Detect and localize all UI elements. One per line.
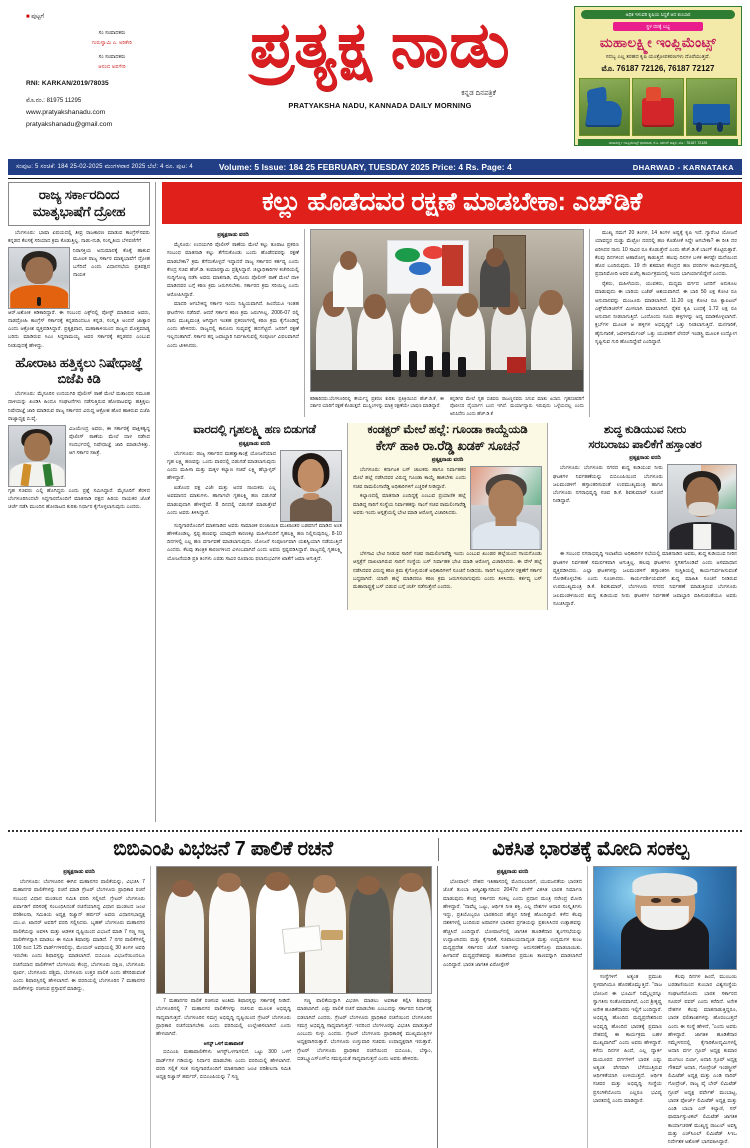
ad-band-top: ಅಧಿಕ ಇಳುವರಿ ಕೃಷಿಯ ಸಿದ್ಧತೆ ಆದ ಕುಂಬಾರ [581,10,735,19]
grihalakshmi-body-2 [167,522,342,563]
paragraph: ಬೆಂಗಳೂರು: ಕರ್ನಾಟಕ ಬಸ್ ಚಾಲಕರು ಹಾಗೂ ನಿರ್ವಾಹಕರ ಮೇಲೆ ಹಲ್ಲೆ ನಡೆಸಿದವರ ವಿರುದ್ಧ ಗೂಂಡಾ ಕಾಯ್ದೆ ಹಾಕಬೇಕು ಎಂದು ಸಚಿವ ರಾಮಲಿಂಗಾರೆಡ್ಡಿ ಅಧಿಕಾರಿಗಳಿಗೆ ಎಚ್ಚರಿಕೆ ನೀಡಿದ್ದಾರೆ. [353,467,466,490]
secondary-stories [162,423,742,609]
modi-col2-body [593,973,662,1148]
story-conductor [348,423,548,609]
bbmp-col2-left [156,997,291,1083]
story-grihalakshmi [162,423,348,609]
paragraph: ಬೆಂಗಳೂರು: ಮೈಸೂರಿನ ಉದಯಗಿರಿ ಪೊಲೀಸ್ ಠಾಣೆ ಮೇಲೆ ಮತಾಂಧರ ಸಮೂಹ ದಾಳಿಯನ್ನು ಖಂಡಿಸಿ ಹಿಂದೂ ಸಂಘಟನೆಗಳು ನಡೆಸುತ್ತಿರುವ ಹೋರಾಟವನ್ನು ಹತ್ತಿಕ್ಕಲು ನಿಷೇಧಾಜ್ಞೆ ಜಾರಿ ಮಾಡಿರುವ ರಾಜ್ಯ ಸರ್ಕಾರದ ವಿರುದ್ಧ ಆಕ್ರೋಶ ಹೊರ ಹಾಕಿರುವ ಬಿಜೆಪಿ ರಾಜ್ಯಾಧ್ಯಕ್ಷ ಬಿ.ವೈ. [8,391,150,422]
main-headline[interactable]: ಕಲ್ಲು ಹೊಡೆದವರ ರಕ್ಷಣೆ ಮಾಡಬೇಕಾ: ಎಚ್‌ಡಿಕೆ [162,182,742,224]
caption-mid: ಕನ್ನಡಿಗರ ಮೇಲೆ ಗೃಹ ಸಚಿವರು ರಾಜಣ್ಣನವರು ಸಿಗುವ ಮಾತು ಏಸಾದ. ಗೃಹಸಚಿವರಿಗೆ ಪೊಲೀಸರ ದೈರ್ಯಾಗ ಬಂದ ಇಗಿದೆ. ಮರ್ಯಾದ್ಯಾರು ಇರುವುದು ಒಳ್ಳೆಯದಲ್ಲ ಎಂದು ಅನಿಸಿದೆನು ಎಂದು ಹೆಚ್.ಡಿ.ಕೆ [450,396,584,416]
modi-col1-body [443,878,582,970]
paragraph: ಸಂಸ್ಥೆಗಳಿಗೆ ಅತ್ಯಂತ ಪ್ರಮುಖ ಸ್ಥಳವಾಗಿಯೂ ಹೊರಹೊಮ್ಮುತ್ತಿದೆ. "ರಾಜ ಭೋಜನ ಈ ಭೂಮಿಗೆ ನಿಮ್ಮೆಲ್ಲರನ್ನೂ ಸ್ವಾಗತಿಸು ಸಂತೋಷವಾಗಿದೆ, ಎಂದ ಶ್ರೀಕೃಷ್ಣ ಅನೇಕ ಹೂಡಿಕೆದಾರರು ಇಲ್ಲಿಗೆ ಬಂದಿದ್ದಾರೆ. ಅಭಿವೃದ್ಧಿ ಹೊಂದಿದ ಮಧ್ಯಪ್ರದೇಶದಿಂದ ಅಭಿವೃದ್ಧಿ ಹೊಂದಿದ ಭಾರತಕ್ಕೆ ಪ್ರಮಾಣ ದೇಶದಲ್ಲಿ ಈ ಕಾರ್ಯಕ್ರಮ ಬಹಳ ಮುಖ್ಯವಾಗಿದೆ" ಎಂದು ಅವರು ಹೇಳಿದ್ದಾರೆ. ಕಳೆದು ದಿನಗಳ ಹಿಂದೆ, ಎಲ್ಲ ದ್ವಾರ್ಕ ಮಯೂರದ ವರ್ಗಗಳಿಗೆ ಭಾರತ ಎಷ್ಟು ಅತ್ಯಂತ ವೇಗವಾಗಿ ಬೆಳೆಯುತ್ತಿರುವ ಆರ್ಥಿಕತೆಯಾಗಿ ಉಳಿಯುತ್ತದೆ. ಆರ್ಥಿಕ ಸಚಿವರ ಮತ್ತು ಅಭಿವೃದ್ಧಿ ಸಂಸ್ಥೆಯ ಪ್ರಸಂಗಿಕೆಯೊಂದು ಎಲ್ಲರೂ ಭವಿಷ್ಯ ಭಾರತದಲ್ಲಿ ಎಂದು ಮಾಡಿದ್ದಾರೆ. [593,974,662,1104]
editor-name-2: ಆನಂದ ಅಪಗೇರಿ [98,63,126,70]
ad-brand-title: ಮಹಾಲಕ್ಷ್ಮೀ ಇಂಪ್ಲಿಮೆಂಟ್ಸ್ [599,35,717,50]
masthead-left-info [8,6,186,132]
paragraph: ಆರ್.ಅಶೋಕ ಕಿಡಿಕಾರಿದ್ದಾರೆ. ಈ ಸಂಬಂಧ ಎಕ್ಸ್‌ನಲ್ಲಿ ಪೋಸ್ಟ್ ಮಾಡಿರುವ ಅವರು, ನಾಡದ್ರೋಹಿ ಕಾಂಗ್ರೆಸ್ ಸರ್ಕಾರಕ್ಕೆ ಕನ್ನಡದಿಂದಲೂ ಕನ್ನಡ, ಸಂಸ್ಕೃತಿ ಅಂದರೆ ಜಾತ್ಯಾರ ಎಂದು ಆಕ್ರೋಶ ವ್ಯಕ್ತಪಡಿಸಿದ್ದಾರೆ. ಪ್ರತ್ಯಕ್ಷವಾದ, ಮಹಾಕಾಳಿಯಿಂದ ರಾಜ್ಯದ ಮೊತ್ತಮಾಡ್ಯ ಬರಿದು ಮಾಡಿರುವ ಸಿಎಂ ಸಿದ್ದರಾಮಯ್ಯ ಅವರ ಸರ್ಕಾರಕ್ಕೆ ಕನ್ನಡಪರ ಎಂಬುವ ನೀಡುವುದಕ್ಕೆ ಹೇಳಿದ್ದು. [8,309,150,349]
bottom-headlines [8,838,742,861]
byline: ಪ್ರತ್ಯಕ್ಷನಾಡು ವರದಿ [217,232,249,239]
photo-dk-shivakumar [667,464,737,550]
ad-footer-address: ಮಹಾಲಕ್ಷ್ಮೀ ಇಂಪ್ಲಿಮೆಂಟ್ಸ್ ಧಾರವಾಡ, ಕೆ.ಸಿ. ಸರ್ಕಲ್ ಹತ್ತಿರ, ಮೊ : 76187 72126 [578,139,738,146]
main-photo-captions [310,392,584,417]
main-story-col1-body [167,241,299,350]
ad-phone-numbers: ಮೊ. 76187 72126, 76187 72127 [601,64,715,73]
left-column [8,182,156,822]
paragraph: ಬಿಬಿಎಂಪಿ ಮಹಾಪಾಲಿಕೆಗಳು ಆಗಸ್ಟ್‌ಒಳಗಾಗಲಿದೆ. ಒಟ್ಟು 300 ಒಳಗೆ ವಾರ್ಡ್‌ಗಳ ಗಡಿಯನ್ನು ನಿರ್ಧಾರ ಮಾಡಬೇಕು ಎಂದು ವರದಿಯಲ್ಲಿ ಹೇಳಲಾಗಿದೆ. ವರದಿ ಸಲ್ಲಿಕೆ ಸಂತ ಸುದ್ದಿಗಾರರೊಂದಿಗೆ ಮಾತನಾಡಿದ ಜಂಟಿ ಪರಿಶೀಲನಾ ಸಮಿತಿ ಅಧ್ಯಕ್ಷ ರಿಜ್ವಾನ್ ಹರ್ಷದ್, ಬಿಬಿಎಂಪಿಯನ್ನು 7 ಸಣ್ಣ [156,1049,291,1080]
water-body-1 [553,464,663,550]
bbmp-col-2 [151,866,438,1148]
paragraph: ಬೆಂಗಳೂರು: ಬೆಂಗಳೂರು ನಗರದ ಶುದ್ಧ ಕುಡಿಯುವ ನೀರು ಘಟಕಗಳ ನಿರ್ವಹಣೆಯನ್ನು ಬಿಬಿಎಂಪಿಯಿಂದ ಬೆಂಗಳೂರು ಜಲಮಂಡಳಿಗೆ ಹಸ್ತಾಂತರಿಸುವಂತೆ ಉಪಮುಖ್ಯಮಂತ್ರಿ ಹಾಗೂ ಬೆಂಗಳೂರು ನಗರಾಭಿವೃದ್ಧಿ ಸಚಿವ ಡಿ.ಕೆ. ಶಿವಕುಮಾರ್ ಸೂಚನೆ ನೀಡಿದ್ದಾರೆ. [553,465,663,505]
paragraph: ಈ ಸಂಬಂಧ ನಗರಾಭಿವೃದ್ಧಿ ಇಲಾಖೆಯ ಅಧಿಕಾರಿಗಳ ಸಭೆಯಲ್ಲಿ ಮಾತನಾಡಿದ ಅವರು, ಶುದ್ಧ ಕುಡಿಯುವ ನೀರಿನ ಘಟಕಗಳ ನಿರ್ವಹಣೆ ಸಮರ್ಪಕವಾಗಿ ಆಗುತ್ತಿಲ್ಲ. ಹಲವು ಘಟಕಗಳು ಸ್ಥಗಿತಗೊಂಡಿವೆ ಎಂದು ಅಸಮಾಧಾನ ವ್ಯಕ್ತಪಡಿಸಿದರು. ಎಲ್ಲಾ ಘಟಕಗಳನ್ನು ಜಲಮಂಡಳಿಗೆ ಹಸ್ತಾಂತರಿಸಿ ಸುಸ್ಥಿತಿಯಲ್ಲಿ ಕಾರ್ಯನಿರ್ವಹಿಸುವಂತೆ ನೋಡಿಕೊಳ್ಳಬೇಕು ಎಂದು ಸೂಚಿಸಿದರು. ಕಾರ್ಯದರ್ಶಿಯವರಿಗೆ ಶುದ್ಧ ಮಾಹಿತಿ ಸೂಚನೆ ನೀಡಿರುವ ಉಪಮುಖ್ಯಮಂತ್ರಿ ಡಿ.ಕೆ. ಶಿವಕುಮಾರ್, ಬೆಂಗಳೂರು ನಗರದ ನಿರ್ವಹಣೆ ಮಾಡುತ್ತಿರುವ ಬೆಂಗಳೂರು ಜಲಮಂಡಳಿಯಿಂದ ಶುದ್ಧ ಕುಡಿಯುವ ನೀರು ಘಟಕಗಳ ನಿರ್ವಹಣೆ ಜವಾಬ್ದಾರಿ ವಹಿಸುವಂತೆಯೂ ಅವರು ಸೂಚಿಸಿದ್ದಾರೆ. [553,551,737,607]
paragraph: ರೈತರು, ಮಹಿಳೆಯರು, ಯುವಕರು, ಮಧ್ಯಮ ವರ್ಗದ ಜನರಿಗೆ ಅನುಕೂಲ ಮಾಡುವುದು ಈ ಬಾರಿಯ ಬಜೆಟ್ ಆಶಯವಾಗಿದೆ. ಈ ಬಾರಿ 50 ಲಕ್ಷ ಕೋಟಿ ರೂ ಅನುದಾನವನ್ನು ಮಂಜೂರು ಮಾಡಲಾಗಿದೆ. 11.20 ಲಕ್ಷ ಕೋಟಿ ರೂ ಕ್ಯಾಪಿಟಲ್ ಎಕ್ಸ್‌ಪೆಂಡಿಚರ್‌ಗೆ ಮೀಸಲಾಗಿ ಮಾಡಲಾಗಿದೆ. ರೈತರ ಕೃಷಿ ಬಂಧಕ್ಕೆ 1.72 ಲಕ್ಷ ರೂ ಅನುದಾನ ನೀಡಲಾಗುತ್ತಿದೆ. ಒಂದೊಂದು ಸೂರು ಹಳ್ಳಿಗಳನ್ನು ಅದ್ಯ ಮಾಡಿಕೊಳ್ಳಲಾಗಿದೆ. ಕ್ಲಬ್‌ಗಳ ಮೂಲಕ ಆ ಹಳ್ಳಿಗಳ ಅಭಿವೃದ್ಧಿಗೆ ಒತ್ತು ನೀಡಲಾಗುತ್ತಿದೆ. ಮನಗಾರಿಕೆ, ಹೈನುಗಾರಿಕೆ, ಜವಳಿಗಾರ್ಮೆಂಟ್ ಒತ್ತು ಯುವಕರಿಗೆ ಲೇದರ್ ಇಂಡಸ್ಟ್ರಿ ಮೂಲಕ ಉದ್ಯೋಗ ಸೃಷ್ಟಿಸುವ ಗುರಿ ಹೊಂದಿದ್ದೇವೆ ಎಂದಿದ್ದಾರೆ. [595,281,737,345]
conductor-headline-line1[interactable]: ಕಂಡಕ್ಟರ್ ಮೇಲೆ ಹಲ್ಲೆ: ಗೂಂಡಾ ಕಾಯ್ದೆಯಡಿ [367,423,528,437]
water-headline-line2[interactable]: ಸರಬರಾಜು ಪಾಲಿಕೆಗೆ ಹಸ್ತಾಂತರ [588,437,702,451]
header-rule [8,178,742,179]
byline: ಪ್ರತ್ಯಕ್ಷನಾಡು ವರದಿ [238,440,271,447]
volume-info-bar [8,159,742,175]
bbmp-sub-heading: ಆಗಸ್ಟ್ ಒಳಗೆ ಮಹಾಪಾಲಿಕೆ [203,1041,244,1047]
conductor-body-1 [353,466,466,550]
main-content [8,182,742,822]
photo-ramalinga-reddy [470,466,542,550]
volume-kannada: ಸಂಪುಟ: 5 ಸಂಚಿಕೆ: 184 25-02-2025 ಮಂಗಳವಾರ 2025 ಬೆಲೆ: 4 ರೂ. ಪುಟ: 4 [16,163,193,170]
main-story-area [156,182,742,822]
paragraph: ಕೆಲವು ದಿನಗಳ ಹಿಂದೆ, ಮುಂಬಯಿ ಬರಡಾಣಿಯಿಂದ ಕುಂಬಾರ ವಿಶ್ವಸಂಸ್ಥೆಯ ಸಂಘಟನೆಯೊಂದು ಭಾರತ ಸರ್ಕಾರದ ಸೂಪರ್ ಪವರ್ ಎಂದು ಕರೆದಿದೆ. ಅನೇಕ ದೇಶಗಳ ಕೆಲವು ಮಾತನಾಡುತ್ತಿದ್ದರೂ, ಭಾರತ ಫಲಿತಾಂಶಗಳನ್ನು ಹೊರಂಬುತ್ತದೆ ಎಂದು ಈ ಸಂಸ್ಥೆ ಹೇಳಿದೆ, "ಎಂದು ಅವರು ಹೇಳಿದ್ದಾರೆ. ಜಾಗತಿಕ ಹೂಡಿಕೆದಾರ ಸಮ್ಮೇಳನದಲ್ಲಿ ಕೈಗಾರಿಕೋದ್ಯಮಿಗಳಲ್ಲಿ ಅದಾನಿ ವರ್ಗ ಗ್ರೂಪ್ ಅಧ್ಯಕ್ಷ ಕುಮಾರ ಮಂಗಲಂ ಬಿರ್ಲಾ, ಅದಾನಿ ಗ್ರೂಪ್ ಅಧ್ಯಕ್ಷ ಗೌತಮ್ ಅದಾನಿ, ಗೋದ್ರೇಜ್ ಇಂಡಸ್ಟ್ರೀಸ್ ಲಿಮಿಟೆಡ್ ಅಧ್ಯಕ್ಷ ಮತ್ತು ಎಂಡಿ ನಾದಿರ್ ಗೋದ್ರೇಜ್, ರಾಜ್ಯ ಪೈ ಬೇರ್ ಲಿಮಿಟೆಡ್ ಗ್ರೂಪ್ ಅಧ್ಯಕ್ಷ ಪರ್ವೇಶ್ ಮಂಬಾಟ್ಟ, ಭಾರತ ಫೋರ್ಜ್ ಲಿಮಿಟೆಡ್ ಅಧ್ಯಕ್ಷ ಮತ್ತು ಎಂಡಿ ಬಾಬಾ ಎನ್ ಕಲ್ಯಾಣಿ, ಸನ್ ಫಾರ್ಮಾಸ್ಯುಟಿಕಲ್ ಲಿಮಿಟೆಡ್ ಜಾಗತಿಕ ಕಾರ್ಯಾಚರಣೆ ಮುಖ್ಯಸ್ಥ ರಾಜುಲ್ ಅವಸ್ಥಿ ಮತ್ತು ಎಚ್‌ಸಿಎಲ್ ಲಿಮಿಟೆಡ್ ಸಿಇಒ ನಿರ್ದೇಶಕ ಅಶೋಕ್ ಭಾಗವಹಿಸಿದ್ದಾರೆ. [668,974,737,1145]
paragraph: ಮುಖ್ಯ ನಮಗೆ 20 ತಿಂಗಳ, 14 ತಿಂಗಳ ಅಷ್ಟಕ್ಕೆ ಕೃಷಿ ಇದೆ. ಗ್ಯಾರೆಂಟಿ ಯೋಜನೆ ಯಾವದ್ದರ ದುಡ್ಡು ಮೆಟ್ರೋ ದರದಲ್ಲಿ ಹಣ ಕೊಡೋಕೆ ಸಿದ್ಧೇ ಆಗಬೇಕಾ? ಈ ರೀತಿ ದರ ಏರಿಸಿದರ ನಾನು 10 ಸಾವಿರ ರೂ ಕೊಡುತ್ತೇನೆ ಎಂದು ಹೆಚ್.ಡಿ.ಕೆ ಬಾಂಗ್ ಕೊಟ್ಟಿರುತ್ತಾರೆ. ಕೆಲವು ದಿನಗಳಿಂದ ಆಹಾರೋಗ್ಯ ಕಾಡುತ್ತಿದೆ. ಹಲವು ದಿನಗಳ ಬಳಕ ಈಗಷ್ಟೇ ಮನೆಯಿಂದ ಹೊರ ಬಂದಿರುವುದು. 19 ನೇ ಶತಮಾನ ಕೇಂದ್ರದ ಹಣ ವರದಿಗಳ ಕಾರ್ಯಕ್ರಮದಲ್ಲಿ ಪ್ರಧಾನಿಮೋದಿ ಅವರ ಏಜೆನ್ಸಿ ಕಾರ್ಯಕ್ರಮದಲ್ಲಿ ಇಂದು ಭಾಗಿಯಾಗಲಿದ್ದೇನೆ ಎಂದರು. [595,230,737,278]
ad-product-images [579,78,737,136]
grihalakshmi-top [167,450,342,522]
masthead-contact [26,96,186,132]
paragraph: ಕಲ್ಯಾಣದಲ್ಲಿ ಮಾತನಾಡಿ ಎಂದಿದ್ದಕ್ಕೆ ಎಂಬುವ ಪ್ರಯಾಣಿಕ ಹಲ್ಲೆ ಮಾಡಿದ್ದ ಸಾರಿಗೆ ಸಂಸ್ಥೆಯ ನಿರ್ವಾಹಕನ್ನು ಸಾಂಗೆ ಸಚಿವ ರಾಮಲಿಂಗಾರೆಡ್ಡಿ ಅವರು ಇಂದು ಆಸ್ಪತ್ರೆಯಲ್ಲಿ ಭೇಟಿ ಮಾಡಿ ಆರೋಗ್ಯ ವಿಚಾರಿಸಿದರು. [353,493,466,516]
section-divider [8,830,742,832]
volume-english: Volume: 5 Issue: 184 25 FEBRUARY, TUESDAY 2025 Price: 4 Rs. Page: 4 [218,162,512,172]
bbmp-col2-right [297,997,432,1083]
masthead-title-block [186,6,574,110]
paragraph: ಭೋಪಾಲ್: ದೇಶದ ಇತಿಹಾಸದಲ್ಲಿ ಮೊದಲಬಾರಿಗೆ, ಯುವಜನತೆಯ ಭಾರತದ ಜೊತೆ ತುಂಬಾ ಆತ್ಮವಿಶ್ವಾಸದಿಂದ 2047ರ ವೇಳೆಗೆ ವಿಕಸಿತ ಭಾರತ ನಿರ್ಮಾಣ ಮಾಡುವುದು ಕೇಂದ್ರ ಸರ್ಕಾರದ ಸಂಕಲ್ಪ ಎಂದು ಪ್ರಧಾನ ಮಂತ್ರಿ ನರೇಂದ್ರ ಮೋದಿ ಹೇಳಿದ್ದಾರೆ. "ನಾವೆಲ್ಲ ಒಟ್ಟು, ಆರ್ಥಿಕ ನೀತಿ ಶಕ್ತಿ, ಎಲ್ಲ ದೇಶಗಳ ಆಧಾರ ಸಂಸ್ಕೃತಿಗಳು ಇದ್ದು, ಪ್ರತಿಯೊಬ್ಬರೂ ಭಾರತದಿಂದ ಹೆಚ್ಚಿನ ನಿರೀಕ್ಷೆ ಹೊಂದಿದ್ದಾರೆ. ಕಳೆದ ಕೆಲವು ದಶಕಗಳಲ್ಲಿ ಬಂದಿರುವ ಅಪಾರಗಳ ಭಾರತದ ಪ್ರಗತಿಯನ್ನು ಪ್ರಶಂಸಿಸಿದರ ಉತ್ಸಾಹವನ್ನು ಹೆಚ್ಚಿಸಿದೆ ಎಂದಿದ್ದಾರೆ. ಭೋಪಾಲ್‌ನಲ್ಲಿ ಜಾಗತಿಕ ಹೂಡಿಕೆದಾರ ಶೃಂಗಸಭೆಯನ್ನು ಉದ್ಘಾಟಿಸಿದರು ಮತ್ತು ಕೈಗಾರಿಕೆ, ಸಚಿವಾಲಯದಾದ್ಯಂತ ಮತ್ತು ಉದ್ಯಮಗಳ ಕುಂಟ ಮಧ್ಯಪ್ರದೇಶ ಸರ್ಕಾರದ ಜೊತೆ ನೀತಿಗಳನ್ನು ಅನುಸರಣೆಗೊಳ್ಳು ಮಾಡಲಾಯಿತು. ಹೀಗಾದರೆ ಮಧ್ಯಪ್ರದೇಶವನ್ನು ಹೂಡಿಕೆದಾರ ಪ್ರಮುಖ ತಾಣವನ್ನಾಗಿ ಮಾಡಲಾಗಿದೆ ಎಂದಿದ್ದಾರೆ. ಭಾರತ ಜಾಗತಿಕ ಏರೋಸ್ಪೇಸ್ [443,879,582,968]
main-story-col-1 [162,229,305,417]
paragraph: ಸುದ್ದಿಗಾರರೊಂದಿಗೆ ಮಾತನಾಡಿದ ಅವರು ಸಾಮಾಜಿಕ ಪಂಚಾಯಿತಿ ಮುಖಾಂತರ ಬಡವನಿಗೆ ಮಾಡಿದ ಅಂತ ಹೇಳಿಕೊಂಡಿಲ್ಲ. ಸ್ಪಷ್ಟ ಹಣವನ್ನು ಯಾವುದೇ ಕಾರಣಕ್ಕೂ ಮಹಿಳೆಯರಿಗೆ ಗೃಹಲಕ್ಷ್ಮಿ ಹಣ ನಿಲ್ಲಿಸುವುದಿಲ್ಲ. 8-10 ದಿನಗಳಲ್ಲಿ ಎಲ್ಲ ಹಣ ವರ್ಗಾವಣೆ ಮಾಡಲಾಗುವುದು. ಯೋಜನೆ ಸಂಪೂರ್ಣವಾಗಿ ಯಶಸ್ವಿಯಾಗಿ ನಡೆಯುತ್ತಿದೆ ಎಂದರು. ಕೆಲವು ತಾಂತ್ರಿಕ ಕಾರಣಗಳಿಂದ ವಿಳಂಬವಾಗಿದೆ ಎಂದು ಅವರು ಸ್ಪಷ್ಟಪಡಿಸಿದ್ದಾರೆ. ರಾಜ್ಯದಲ್ಲಿ ಗೃಹಲಕ್ಷ್ಮಿ ಯೋಜನೆಯಡಿ ಪ್ರತಿ ತಿಂಗಳು ಎರಡು ಸಾವಿರ ರೂಪಾಯಿ ಫಲಾನುಭವಿಗಳ ಖಾತೆಗೆ ಜಮಾ ಆಗುತ್ತಿದೆ. [167,522,342,562]
ad-image-rotavator [632,78,683,136]
byline: ಪ್ರತ್ಯಕ್ಷನಾಡು ವರದಿ [496,869,529,875]
left-story-2-body-cont [8,487,150,512]
contact-website[interactable]: www.pratyakshanadu.com [26,108,106,116]
grihalakshmi-headline[interactable]: ವಾರದಲ್ಲಿ ಗೃಹಲಕ್ಷ್ಮಿ ಹಣ ಬಿಡುಗಡೆ [193,423,316,437]
modi-top [443,878,582,970]
left-story-2-body-wrap [69,425,150,487]
photo-ashok [8,247,70,309]
paragraph: ಮೈಸೂರು: ಉದಯಗಿರಿ ಪೊಲೀಸ್ ಠಾಣೆಯ ಮೇಲೆ ಕಲ್ಲು ತೂರಾಟ ಪ್ರಕರಣ ಸಂಬಂಧ ಮಾತನಾಡಿ ಕಲ್ಲು ತೆಗೆದುಕೊಂಡು ಬಂದು ಹೊಡೆದವರನ್ನು ರಕ್ಷಣೆ ಮಾಡಬೇಕಾ? ಕ್ರಮ ತೆಗೆದುಕೊಳ್ಳದೆ ಇದ್ದಾದರೆ ರಾಜ್ಯ ಸರ್ಕಾರದ ಕರ್ತವ್ಯ ಎಂದು ಕೇಂದ್ರ ಸಚಿವ ಹೆಚ್.ಡಿ. ಕುಮಾರಸ್ವಾಮಿ ಪ್ರಶ್ನಿಸಿದ್ದಾರೆ. ಜಿಲ್ಲಾಧಿಕಾರಿಗಳ ಕಚೇರಿಯಲ್ಲಿ ಸುದ್ದಿಗೋಷ್ಠಿ ನಡೆಸಿ ಅವರು ಮಾತನಾಡಿ, ಮೈಸೂರು ಪೊಲೀಸ್ ಠಾಣೆ ಮೇಲೆ ದಾಳಿ ಮಾಡಿದವರ ಬಗ್ಗೆ ಕಠಿಣ ಕ್ರಮ ಜರುಗಿಸಬೇಕು. ಸರ್ಕಾರದ ಕ್ರಮ ಸರಿಯಿಲ್ಲ ಎಂದು ಆರೋಪಿಸಿದ್ದಾರೆ. [167,242,299,298]
photo-press-conference [310,229,584,392]
rni-number: RNI: KARKAN/2019/78035 [26,79,109,87]
conductor-body-2 [353,550,542,591]
ad-tagline: ಸದಬ್ಬ ಎಲ್ಲ ತರಹದ ಕೃಷಿ ಯಂತ್ರೋಪಕರಣಗಳು ದೊರೆಯುತ್ತವೆ. [605,54,711,60]
masthead-subtitle-english: PRATYAKSHA NADU, KANNADA DAILY MORNING [288,101,472,111]
water-headline-line1[interactable]: ಶುದ್ಧ ಕುಡಿಯುವ ನೀರು [603,423,687,437]
left-story-1-headline: ರಾಜ್ಯ ಸರ್ಕಾರದಿಂದ ಮಾತೃಭಾಷೆಗೆ ದ್ರೋಹ [32,187,126,220]
caption-left: ಕಡಿಕಾರಿದರು.ಬೆಂಗಳೂರಿನಲ್ಲಿ ಕೌರ್ಯಸ್ಥ ಪ್ರಕರಣ ಕುರಿತು ಪ್ರತಿಕ್ರಿಯಿಸಿದ ಹೆಚ್.ಡಿ.ಕೆ, ಈ ಸರ್ಕಾರ ಯಾರಿಗೆ ರಕ್ಷಣೆ ಕೊಡುತ್ತದೆ. ಮುಸ್ಲಿಂಗಳನ್ನು ಮಾತ್ರ ರಕ್ಷಣೆಯೇ ಭಾಷಣ ಮಾಡಿದ್ದಾರೆ. [310,396,444,409]
paragraph: ಬೆಂಗಳೂರು: ಭಾಷಾ ಏಷಯದಲ್ಲಿ ತೀವ್ರ ರಾಜಕಾರಣ ಮಾಡುವ ಕಾಂಗ್ರೆಸ್‌ನವರು ಕನ್ನಡದ ಕೆಲಸಕ್ಕೆ ಸರಿಯಾದ ಕ್ರಮ ಕೊಡುತ್ತಿಲ್ಲ. ನಾಡು-ನುಡಿ, ಸಂಸ್ಕೃತಿಯ ಬೆಳವಣಿಗೆಗೆ [8,229,150,244]
paragraph: ಬೆಳಗಾವಿ ಭೇಟಿ ನೀಡುವ ಸಾರಿಗೆ ಸಚಿವ ರಾಮಲಿಂಗಾರೆಡ್ಡಿ ಇಂದು ಎಂಬುವ ಖುಂಡರ ಹಲ್ಲೆಯಿಂದ ಗಾಯಗೊಂಡು ಆಸ್ಪತ್ರೆಗೆ ದಾಖಲಾಗಿರುವ ಸಾರಿಗೆ ಸಂಸ್ಥೆಯ ಬಸ್ ನಿರ್ವಾಹಕ ಭೇಟಿ ಮಾಡಿ ಆರೋಗ್ಯ ವಿಚಾರಿಸಿದರು. ಈ ವೇಳೆ ಹಲ್ಲೆ ನಡೆಸಿದವರ ವಿರುದ್ಧ ಕಠಿಣ ಕ್ರಮ ಕೈಗೊಳ್ಳುವಂತೆ ಅಧಿಕಾರಿಗಳಿಗೆ ಸೂಚನೆ ನೀಡಿದರು. ಸಾರಿಗೆ ಸಿಬ್ಬಂದಿಗಳ ರಕ್ಷಣೆಗೆ ಸರ್ಕಾರ ಬದ್ಧವಾಗಿದೆ. ಯಾರೇ ಹಲ್ಲೆ ಮಾಡಿದರೂ ಕಠಿಣ ಕ್ರಮ ಜರುಗಿಸಲಾಗುವುದು ಎಂದು ತಿಳಿಸಿದರು. ಕರ್ತವ್ಯ ಬಸ್ ಮಹಾರಾಷ್ಟ್ರಕ್ಕೆ ಬಸ್ ಬಿಡುವ ಬಗ್ಗೆ ಚರ್ಚೆ ನಡೆಸುತ್ತೇನೆ ಎಂದರು. [353,551,542,591]
editor-label-1: ಸಂ ಸಂಪಾದಕರು [98,30,126,36]
editor-credit-2 [26,53,186,73]
left-story-2-body [8,390,150,423]
main-story-col-3 [590,229,742,417]
masthead-subtitle-kannada: ಕನ್ನಡ ದಿನಪತ್ರಿಕೆ [461,90,496,98]
newspaper-title: ಪ್ರತ್ಯಕ್ಷ ನಾಡು [249,10,511,80]
ad-band-offer: ಸ್ಥಳ ದರಕ್ಕೆ ಲಭ್ಯ [613,22,703,31]
modi-col3-body [668,973,737,1148]
volume-place: DHARWAD - KARNATAKA [632,162,734,172]
main-story-col3-body [595,229,737,346]
advertisement-banner[interactable] [574,6,742,146]
grihalakshmi-body-1 [167,450,276,522]
photo-modi [593,866,737,970]
conductor-top [353,466,542,550]
modi-texts [593,973,737,1148]
left-story-2-photo-wrap [8,425,150,487]
ad-image-plough [579,78,630,136]
byline: ಪ್ರತ್ಯಕ್ಷನಾಡು ವರದಿ [629,455,661,462]
paragraph: ವಿಜಯೇಂದ್ರ ಅವರು, ಈ ಸರ್ಕಾರಕ್ಕೆ ಪಾಕ್ಷಿಕತ್ವದ್ದ ಪೊಲೀಸ್ ಠಾಣೆಯ ಮೇಲೆ ದಾಳ ನಡೆಸಿದ ಸಂದರ್ಭದಲ್ಲಿ ನಿಷೇಧಾಜ್ಞೆ ಜಾರಿ ಮಾಡಬೇಕಿತ್ತು. ಆಗ ಸರ್ಕಾರ ಸಹಿತ್ರೆ. [69,425,150,457]
editor-credit-1 [26,29,186,49]
bottom-body [8,866,742,1148]
left-story-1-body [8,229,150,246]
bbmp-col2-body-b [156,1048,291,1081]
bbmp-col2-body [156,997,291,1038]
bbmp-col-1 [8,866,151,1148]
byline: ಪ್ರತ್ಯಕ್ಷನಾಡು ವರದಿ [63,869,95,875]
main-story-columns [162,229,742,417]
main-story-col-2 [305,229,590,417]
contact-email[interactable]: pratyakshanadu@gmail.com [26,121,113,129]
left-story-1-headline-box[interactable] [8,182,150,226]
left-story-1-body-wrap [73,247,150,309]
ad-image-trailer [686,78,737,136]
bottom-headline-modi[interactable]: ವಿಕಸಿತ ಭಾರತಕ್ಕೆ ಮೋದಿ ಸಂಕಲ್ಪ [438,838,742,861]
paragraph: ಬೆಂಗಳೂರು: ರಾಜ್ಯ ಸರ್ಕಾರದ ಮಹತ್ವಾಕಾಂಕ್ಷೆ ಯೋಜನೆಯಾದ ಗೃಹ ಲಕ್ಷ್ಮಿ ಹಣವನ್ನು ಒಂದು ವಾರದಲ್ಲಿ ಬಿಡುಗಡೆ ಮಾಡಲಾಗುವುದು ಎಂದು ಮಹಿಳಾ ಮತ್ತು ಮಕ್ಕಳ ಕಲ್ಯಾಣ ಸಚಿವೆ ಲಕ್ಷ್ಮಿ ಹೆಬ್ಬಾಳ್ಕರ್ ಹೇಳಿದ್ದಾರೆ. [167,450,276,482]
paragraph: 7 ಮಹಾನಗರ ಪಾಲಿಕೆ ರಚಿಸುವ ಅಂತಿಮ ಶಿಫಾರಸ್ಸನ್ನು ಸರ್ಕಾರಕ್ಕೆ ನೀಡಿದೆ. ಬೆಂಗಳೂರಿನಲ್ಲಿ 7 ಮಹಾನಗರ ಪಾಲಿಕೆಗಳನ್ನು ರಚಿಸುವ ಮೂಲಕ ಅಭಿವೃದ್ಧಿ ಸಾಧ್ಯವಾಗುತ್ತದೆ. ಬೆಂಗಳೂರಿನ ಸಮಗ್ರ ಅಭಿವೃದ್ಧಿ ದೃಷ್ಟಿಯಿಂದ ಗ್ರೇಟರ್ ಬೆಂಗಳೂರು ಪ್ರಾಧಿಕಾರ ರಚನೆಯಾಗಬೇಕು ಎಂದು ವರದಿಯಲ್ಲಿ ಉಲ್ಲೇಖಿಸಲಾಗಿದೆ ಎಂದು ಹೇಳಲಾಗಿದೆ. [156,998,291,1037]
modi-col-1 [438,866,588,1148]
paragraph: ಗೃಹ ಸಚಿವರು ಎಲ್ಲಿ ಹೊಗಿದ್ದರು ಎಂದು ಪ್ರಶ್ನೆ ಸಮಿಸಿದ್ದಾರೆ. ಮೈಸೂರಿಗೆ ತೆರಳಿದ ಬೆಂಗಳೂರಿನಿಂದಲೇ ಸಿದ್ದಗಾರದೊಂದಿಗೆ ಮಾತನಾಡಿ ಪಕ್ಷದ ಹಿರಿಯ ನಾಯಕರ ಜೊತೆ ಚರ್ಚೆ ನಡೆಸಿ ಮುಂದಿನ ಹೋರಾಟದ ಕುರಿತು ನಿರ್ಧಾರ ಕೈಗೊಳ್ಳಲಾಗುವುದು ಎಂದರು. [8,487,150,511]
water-top [553,464,737,550]
contact-phone: ಮೊ.ನಂ.: 81975 11295 [26,97,82,104]
byline: ಪ್ರತ್ಯಕ್ಷನಾಡು ವರದಿ [431,457,464,464]
paragraph: ಸಣ್ಣ ಪಾಲಿಕೆಯನ್ನಾಗಿ ವಿಭಜಿಸಿ ಮಾಡಲು ಅವಕಾಶ ಕಲ್ಪಿಸಿ ಶಿಫಾರಸ್ಸು ಮಾಡಲಾಗಿದೆ. ಎಷ್ಟು ಪಾಲಿಕೆ ರಚನೆ ಮಾಡಬೇಕು ಎಂಬುದನ್ನು ಸರ್ಕಾರದ ನಿರ್ಧಾರಕ್ಕೆ ಬಿಡಲಾಗಿದೆ ಎಂದರು. ಗ್ರೇಟರ್ ಬೆಂಗಳೂರು ಪ್ರಾಧಿಕಾರ ರಚನೆಯಿಂದ ಬೆಂಗಳೂರಿನ ಸಮಗ್ರ ಅಭಿವೃದ್ಧಿ ಸಾಧ್ಯವಾಗುತ್ತದೆ. ಇದರಿಂದ ಬೆಂಗಳೂರನ್ನು ವಿಭಜಿಸಿ ಮಾಡುತ್ತಾರೆ ಎಂಬುದು ಸುಳ್ಳು ಎಂದರು. ಗ್ರೇಟರ್ ಬೆಂಗಳೂರು ಪ್ರಾಧಿಕಾರಕ್ಕೆ ಮುಖ್ಯಮಂತ್ರಿಗಳ ಅಧ್ಯಕ್ಷರಾಗಿರುತ್ತಾರೆ. ಬೆಂಗಳೂರು ಉಸ್ತುವಾರಿ ಸಚಿವರು ಉಪಾಧ್ಯಕ್ಷರಾಗಿ ಇರುತ್ತಾರೆ. ಗ್ರೇಟರ್ ಬೆಂಗಳೂರು ಪ್ರಾಧಿಕಾರ ರಚನೆಯಿಂದ ಬಿಬಿಎಂಪಿ, ಬೆಸ್ಕಾಂ, ಬಿಡಬ್ಲ್ಯೂಎಸ್‌ಎಸ್‌ಬಿ ಸಮನ್ವಯತೆ ಸಾಧ್ಯವಾಗುತ್ತದೆ ಎಂದು ಅವರು ಹೇಳಿದರು. [297,998,432,1062]
bbmp-col1-body [13,878,145,994]
water-body-2 [553,550,737,608]
paragraph: ಏಡೊಂಥ ಪಕ್ಷ ವಿಜೇ ಮತ್ತು ಅದರ ನಾಯಕರು ಎಲ್ಲ ಅವಮಾನದ ಮಾತುಗಳು. ಹಾಗಾಗಲೇ ಗೃಹಲಕ್ಷ್ಮಿ ಹಣ ಬಿಡುಗಡೆ ಮಾಡುವುದಾಗಿ ಹೇಳಿದ್ದೇವೆ. 8 ದಿನದಲ್ಲಿ ಬಿಡುಗಡೆ ಮಾಡುತ್ತೇವೆ ಎಂದು ಅವರು ತಿಳಿಸಿದ್ದಾರೆ. [167,485,276,516]
paragraph: ಬೆಂಗಳೂರು: ಬೆಂಗಳೂರಿನ ಈಗಿನ ಮಹಾನಗರ ಪಾಲಿಕೆಯನ್ನು, ವಿಭಜಿಸಿ 7 ಮಹಾನಗರ ಪಾಲಿಕೆಗಳನ್ನು ರಚನೆ ಮಾಡಿ ಗ್ರೇಟರ್ ಬೆಂಗಳೂರು ಪ್ರಾಧಿಕಾರ ರಚನೆ ಸಂಬಂಧ ವಿಧಾನ ಮಂಡಲದ ಸಮಿತಿ ವರದಿ ಸಲ್ಲಿಸಿದೆ. ಗ್ರೇಟರ್ ಬೆಂಗಳೂರು ಏರ್ಪಾಡಿಗೆ ಪರಿಸರಕ್ಕೆ ಸಂಬಂಧಿಸಿದಂತೆ ರಚನೆಯಾಗಿದ್ದ ವಿಧಾನ ಮಂಡಲದ ಜಂಟಿ ಪರಿಶೀಲನಾ, ಸಮಿತಿಯ ಅಧ್ಯಕ್ಷ ರಿಜ್ವಾನ್ ಹರ್ಷದ್ ಅವರು ವಿಧಾನಸಭಾಧ್ಯಕ್ಷ ಯು.ಟಿ. ಖಾದರ್ ಅವರಿಗೆ ವರದಿ ಸಲ್ಲಿಸಿದರು. ಬೃಹತ್ ಬೆಂಗಳೂರು ಮಹಾನಗರ ಪಾಲಿಕೆಯನ್ನು ಅವಳಿಸಿ ಮತ್ತು ಆಡಳಿತ ದೃಷ್ಟಿಯಿಂದ ವಿಭಜನೆ ಮಾಡಿ 7 ಸಣ್ಣ ಸಣ್ಣ ಪಾಲಿಕೆಗಳನ್ನಾಗಿ ಮಾಡಲು ಈ ಸಮಿತಿ ಶಿಫಾರಸ್ಸು ಮಾಡಿದೆ. 7 ನಗರ ಪಾಲಿಕೆಗಳಲ್ಲಿ 100 ರಿಂದ 125 ವಾರ್ಡ್‌ಗಳಿರಲಿದ್ದು, ಮೇಯರ್ ಅವಧಿಯಲ್ಲಿ 30 ತಿಂಗಳ ಅವಧಿ ಇರಬೇಕು ಎಂದು ಶಿಫಾರಸ್ಸನ್ನು ಮಾಡಲಾಗಿದೆ. ಬಿಬಿಎಂಪಿ ವಿಭಜನೆಯಿಂದಲೂ ರಚನೆಯಾದ ಪಾಲಿಕೆಗಳಿಗೆ ಬೆಂಗಳೂರು ಕೇಂದ್ರ, ಬೆಂಗಳೂರು ದಕ್ಷಿಣ, ಬೆಂಗಳೂರು ಪೂರ್ವ, ಬೆಂಗಳೂರು ಪಶ್ಚಿಮ, ಬೆಂಗಳೂರು ಉತ್ತರ ಪಾಲಿಕೆ ಎಂದು ಹೆಸರಿಡುವಂತೆ ಎಂದು ಶಿಫಾರಸ್ಸಿನಲ್ಲಿ ಹೇಳಲಾಗಿದೆ. ಈ ವರದಿಯಲ್ಲಿ ಬೆಂಗಳೂರಿನ 7 ಮಹಾನಗರ ಪಾಲಿಕೆಗಳನ್ನು ರಚಿಸುವ ಪ್ರಸ್ತಾವನೆ ಮಾಡಿದ್ದು, [13,879,145,993]
story-water-supply [548,423,742,609]
bottom-headline-bbmp[interactable]: ಬಿಬಿಎಂಪಿ ವಿಭಜನೆ 7 ಪಾಲಿಕೆ ರಚನೆ [113,838,333,860]
bbmp-col2-texts [156,997,432,1083]
photo-report-handover [156,866,432,994]
bbmp-col3-body [297,997,432,1063]
editor-name-1: ಗುರುಸ್ವಾಮಿ ಎ. ಅರಿಕೇರಿ [92,39,132,46]
left-story-1-photo-wrap [8,247,150,309]
paragraph: ಮಾದರಿ ಆಗಬೇಕಿದ್ದ ಸರ್ಕಾರ ಇಂದು ನಿಷ್ಕ್ರಿಯವಾಗಿದೆ. ಹಿಂದೆಯೂ ಇಂತಹ ಘಟನೆಗಳು ನಡೆದಿವೆ. ಆದರೆ ಸರ್ಕಾರ ಕಠಿಣ ಕ್ರಮ ಜರುಗಿಸಿಲ್ಲ. 2006-07 ರಲ್ಲಿ ನಾನು ಮುಖ್ಯಮಂತ್ರಿ ಆಗಿದ್ದಾಗ ಇಂತಹ ಪ್ರಕರಣಗಳಲ್ಲಿ ಕಠಿಣ ಕ್ರಮ ಕೈಗೊಂಡಿದ್ದೆ ಎಂದು ಹೇಳಿದರು. ರಾಜ್ಯದಲ್ಲಿ ಕಾನೂನು ಸುವ್ಯವಸ್ಥೆ ಹದಗೆಟ್ಟಿದೆ. ಜನರಿಗೆ ರಕ್ಷಣೆ ಇಲ್ಲದಂತಾಗಿದೆ. ಸರ್ಕಾರ ತನ್ನ ಜವಾಬ್ದಾರಿ ನಿರ್ವಹಿಸುವಲ್ಲಿ ಸಂಪೂರ್ಣ ವಿಫಲವಾಗಿದೆ ಎಂದು ಟೀಕಿಸಿದರು. [167,301,299,349]
paragraph: ನಿರಾಸಕ್ತಿಯ ಅದುಮಾನಕ್ಕೆ ಕೊಕ್ಕೆ ಹಾಕುವ ಮೂಲಕ ರಾಜ್ಯ ಸರ್ಕಾರ ಮಾತೃಭಾಷೆಗೆ ದ್ರೋಹ ಬಗೆದಿದೆ ಎಂದು ವಿಧಾನಸಭೆಯ ಪ್ರತಿಪಕ್ಷದ ನಾಯಕ [73,247,150,279]
masthead [8,6,742,156]
editor-label-2: ಸಂ ಸಂಪಾದಕರು [98,53,126,60]
modi-col-2 [588,866,742,1148]
photo-vijayendra [8,425,66,487]
conductor-headline-line2[interactable]: ಕೇಸ್ ಹಾಕಿ ರಾ.ರೆಡ್ಡಿ ಖಡಕ್ ಸೂಚನೆ [375,437,520,453]
left-story-1-body-cont [8,309,150,350]
photo-lakshmi-hebbalkar [280,450,342,522]
left-story-2-headline[interactable]: ಹೋರಾಟ ಹತ್ತಿಕ್ಕಲು ನಿಷೇಧಾಜ್ಞೆ ಬಿಜೆಪಿ ಕಿಡಿ [15,354,143,387]
masthead-bullet: ■ ಪುಟ್ಟಗೆ [26,14,45,20]
